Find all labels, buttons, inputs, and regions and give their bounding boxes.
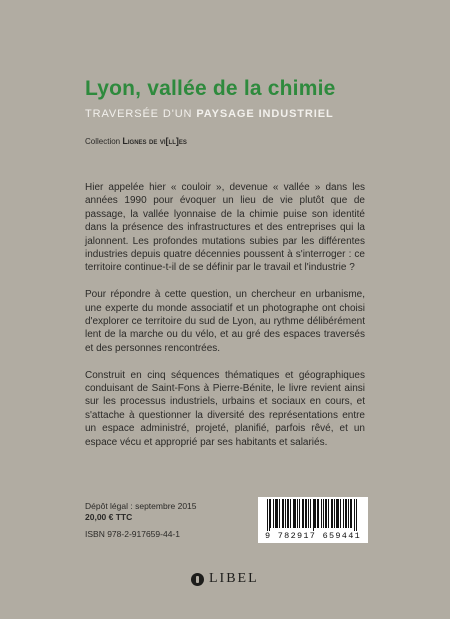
- barcode-bar: [277, 499, 278, 528]
- barcode-bar: [290, 499, 291, 528]
- barcode-bar: [356, 499, 357, 531]
- barcode-bar: [295, 499, 296, 528]
- barcode-bar: [288, 499, 289, 528]
- blurb-paragraph: Construit en cinq séquences thématiques et géographiques conduisant de Saint-Fons à Pierre-Bénite, le livre revient ainsi sur les processus industriels, urbains et sociaux en cours, et s'attache à questionner la diversité des représentations entre un espace administré, projeté, planifié, parfois rêvé, et un espace vécu et approprié par ses habitants et salariés.: [85, 369, 365, 448]
- barcode-bar: [310, 499, 311, 528]
- publisher-name: LIBEL: [209, 571, 259, 586]
- blurb-paragraph: Pour répondre à cette question, un chercheur en urbanisme, une experte du monde associatif et un photographe ont choisi d'explorer ce territoire du sud de Lyon, au rythme délibérément lent de la marche ou du vélo, et au gré des espaces traversés et des personnes rencontrées.: [85, 289, 365, 354]
- barcode-bar: [273, 499, 274, 528]
- libel-logo-icon: [191, 573, 204, 586]
- barcode-bar: [334, 499, 335, 528]
- barcode-bar: [269, 499, 270, 531]
- barcode-bar: [354, 499, 355, 531]
- collection-name: Lignes de vi[ll]es: [122, 136, 187, 146]
- barcode-bar: [345, 499, 346, 528]
- barcode-bar: [276, 499, 277, 528]
- barcode-bar: [340, 499, 341, 528]
- price: 20,00 € TTC: [85, 512, 133, 522]
- back-cover-blurb: [85, 181, 365, 462]
- barcode-bar: [328, 499, 329, 528]
- barcode-bar: [343, 499, 344, 528]
- barcode-bar: [287, 499, 288, 528]
- book-title: Lyon, vallée de la chimie: [85, 77, 336, 100]
- barcode-bar: [351, 499, 352, 528]
- barcode-bar: [323, 499, 324, 528]
- barcode-bar: [283, 499, 284, 528]
- barcode-digits: 9 782917 659441: [264, 531, 361, 541]
- barcode-bar: [306, 499, 307, 528]
- barcode-bar: [321, 499, 322, 528]
- barcode-bar: [313, 499, 314, 531]
- barcode-bar: [325, 499, 326, 528]
- barcode-bar: [346, 499, 347, 528]
- subtitle-lead: TRAVERSÉE D'UN: [85, 108, 197, 120]
- barcode-bar: [297, 499, 298, 528]
- barcode-bar: [270, 499, 271, 528]
- barcode-bar: [348, 499, 349, 528]
- book-subtitle: [85, 108, 334, 120]
- barcode-bar: [285, 499, 286, 528]
- subtitle-emphasis: PAYSAGE INDUSTRIEL: [196, 108, 334, 120]
- barcode-bar: [267, 499, 268, 531]
- collection-label: Collection: [85, 137, 123, 146]
- barcode-bar: [294, 499, 295, 528]
- isbn: ISBN 978-2-917659-44-1: [85, 529, 180, 539]
- barcode-bar: [326, 499, 327, 528]
- barcode: [258, 497, 368, 543]
- barcode-bar: [338, 499, 339, 528]
- blurb-paragraph: Hier appelée hier « couloir », devenue « vallée » dans les années 1990 pour évoquer un lieu de vie plutôt que de passage, la vallée lyonnaise de la chimie puise son identité dans la présence des infrastructures et des entreprises qui la jalonnent. Les profondes mutations subies par les différentes industries depuis quatre décennies poussent à s'interroger : ce territoire continue-t-il de se définir par le travail et l'industrie ?: [85, 182, 365, 274]
- barcode-bar: [318, 499, 319, 528]
- collection-line: [85, 136, 187, 146]
- legal-info: [85, 501, 197, 523]
- barcode-bar: [336, 499, 337, 528]
- publisher-logo: [191, 571, 259, 587]
- barcode-bar: [317, 499, 318, 528]
- legal-deposit: Dépôt légal : septembre 2015: [85, 501, 197, 511]
- barcode-bar: [305, 499, 306, 528]
- barcode-bar: [350, 499, 351, 528]
- barcode-bar: [315, 499, 316, 528]
- barcode-bar: [293, 499, 294, 528]
- barcode-bar: [302, 499, 303, 528]
- barcode-bar: [332, 499, 333, 528]
- barcode-bar: [279, 499, 280, 528]
- barcode-bar: [331, 499, 332, 528]
- barcode-bar: [308, 499, 309, 528]
- barcode-bar: [282, 499, 283, 528]
- barcode-bar: [303, 499, 304, 528]
- barcode-bar: [337, 499, 338, 528]
- barcode-bar: [299, 499, 300, 528]
- barcode-bars: [267, 499, 359, 531]
- barcode-bar: [314, 499, 315, 528]
- barcode-bar: [275, 499, 276, 528]
